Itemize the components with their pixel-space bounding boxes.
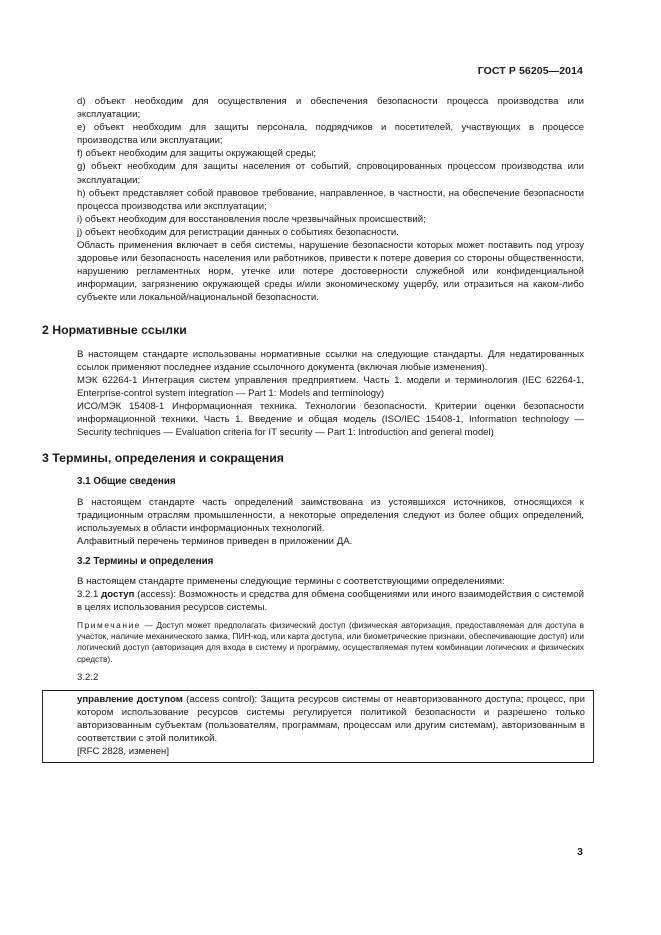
section-2-title: 2 Нормативные ссылки [42, 322, 187, 337]
page-content [42, 95, 585, 763]
document-id: ГОСТ Р 56205—2014 [477, 65, 583, 77]
term-3-2-2-number: 3.2.2 [77, 672, 99, 683]
scope-paragraph: Область применения включает в себя системы, нарушение безопасности которых может поставить под угрозу здоровье или безопасность населения или работников, привести к потере доверия со стороны общественности, нарушению регламентных норм, утечке или потере достоверности служебной или конфиденциальной информации, загрязнению окружающей среды и/или экономическому ущербу, или отразиться на каком-либо субъекте или локальной/национальной безопасности. [77, 240, 584, 304]
list-item-e: e) объект необходим для защиты персонала, подрядчиков и посетителей, участвующих в процессе производства или эксплуатации; [77, 122, 584, 147]
list-item-g: g) объект необходим для защиты населения от событий, спровоцированных процессом производства или эксплуатации; [77, 161, 584, 186]
reference-iso-15408: ИСО/МЭК 15408-1 Информационная техника. Технологии безопасности. Критерии оценки безопасности информационной техники. Часть 1. Введение и общая модель (ISO/IEC 15408-1, Information technology — Security techniques — Evaluation criteria for IT security — Part 1: Introduction and general model) [77, 400, 584, 439]
list-item-f: f) объект необходим для защиты окружающей среды; [77, 148, 317, 160]
term-3-2-1-note [42, 620, 584, 665]
section-3-2-intro: В настоящем стандарте применены следующие термины с соответствующими определениями: [77, 575, 505, 587]
section-3-1-title: 3.1 Общие сведения [77, 476, 176, 488]
reference-iec-62264: МЭК 62264-1 Интеграция систем управления предприятием. Часть 1. модели и терминология (IEC 62264-1, Enterprise-control system integration — Part 1: Models and terminology) [77, 374, 584, 399]
section-3-1-alphabetical-note: Алфавитный перечень терминов приведен в приложении ДА. [77, 536, 353, 548]
section-3-1-paragraph: В настоящем стандарте часть определений заимствована из устоявшихся источников, относящихся к традиционным отраслям промышленности, а некоторые определения следуют из более общих определений, используемых в области информационных технологий. [77, 497, 584, 535]
list-item-j: j) объект необходим для регистрации данных о событиях безопасности. [77, 226, 399, 238]
term-3-2-2-word: управление доступом [77, 694, 183, 706]
list-item-i: i) объект необходим для восстановления после чрезвычайных происшествий; [77, 213, 426, 225]
term-3-2-1 [42, 588, 584, 614]
list-item-d: d) объект необходим для осуществления и обеспечения безопасности процесса производства или эксплуатации; [77, 96, 584, 121]
term-3-2-2-entry [77, 693, 585, 745]
note-label: Примечание [77, 619, 142, 630]
term-3-2-2-definition: (access control): Защита ресурсов системы от неавторизованного доступа; процесс, при котором использование ресурсов системы регулируется политикой безопасности и разрешено только авторизованным субъектам (пользователям, программам, процессам или другим системам), авторизованным в соответствии с этой политикой. [77, 694, 585, 745]
list-item-h: h) объект представляет собой правовое требование, направленное, в частности, на обеспечение безопасности процесса производства или эксплуатации; [77, 187, 584, 212]
note-text: — Доступ может предполагать физический доступ (физическая авторизация, предоставляемая для доступа в участок, наличие механического замка, ПИН-код, или карта доступа, или биометрические признаки, обеспечивающие доступ) или логический доступ (авторизация для входа в систему и программу, осуществляемая путем комбинации логических и физических средств). [77, 619, 584, 664]
term-3-2-1-definition: (access): Возможность и средства для обмена сообщениями или иного взаимодействия с системой в целях использования ресурсов системы. [77, 588, 584, 613]
term-3-2-2-box [42, 690, 594, 762]
term-3-2-1-word: доступ [101, 588, 135, 600]
section-3-2-title: 3.2 Термины и определения [77, 555, 214, 567]
section-2-intro: В настоящем стандарте использованы нормативные ссылки на следующие стандарты. Для недатированных ссылок применяют последнее издание ссылочного документа (включая любые изменения). [77, 348, 584, 373]
page-number: 3 [577, 846, 583, 858]
term-3-2-1-number: 3.2.1 [77, 588, 99, 600]
section-3-title: 3 Термины, определения и сокращения [42, 451, 284, 466]
term-3-2-2-source: [RFC 2828, изменен] [77, 746, 170, 758]
